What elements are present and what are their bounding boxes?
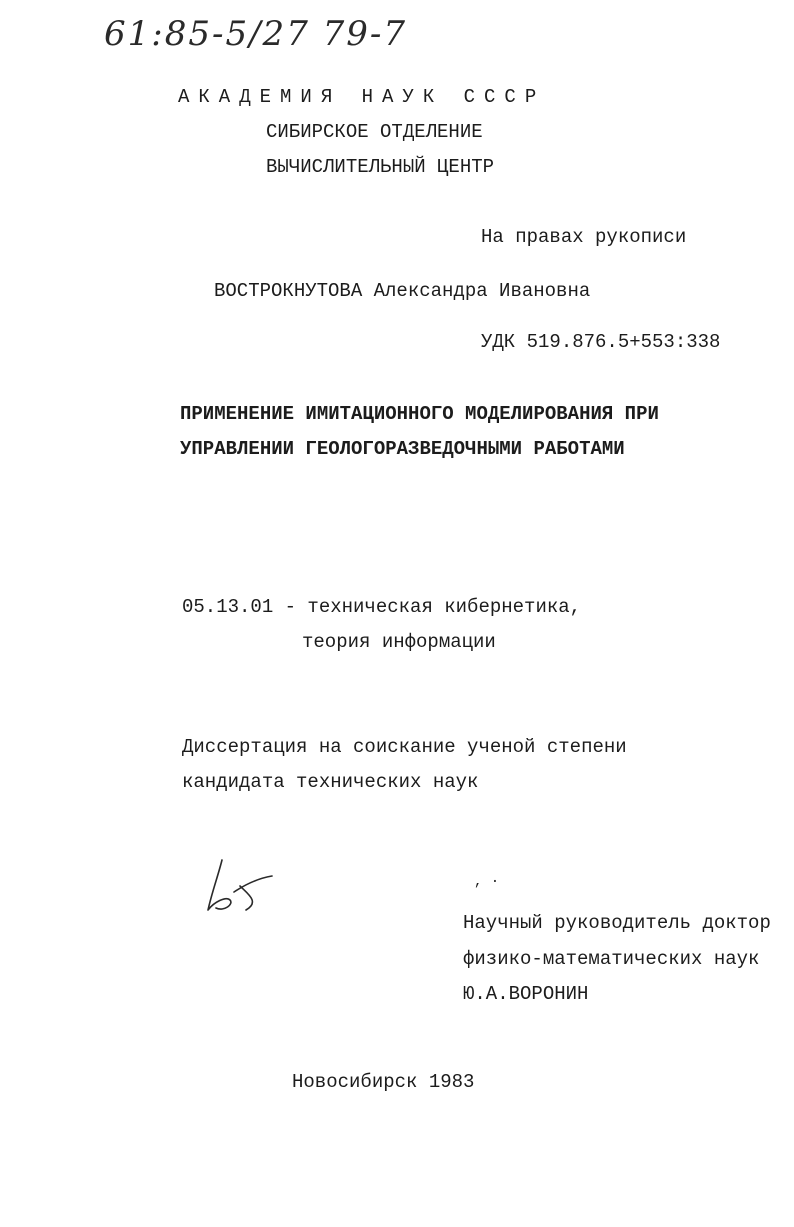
specialty-code-line: 05.13.01 - техническая кибернетика,: [182, 596, 582, 618]
handwritten-archive-code: 61:85-5/27 79-7: [104, 14, 408, 54]
dissertation-degree-line-1: Диссертация на соискание ученой степени: [182, 736, 627, 758]
rights-note: На правах рукописи: [481, 226, 687, 248]
udc-code: УДК 519.876.5+553:338: [481, 331, 721, 353]
signature-mark: [200, 856, 280, 916]
advisor-name: Ю.А.ВОРОНИН: [463, 983, 589, 1005]
stray-marks: , ·: [474, 874, 500, 890]
dissertation-title-line-2: УПРАВЛЕНИИ ГЕОЛОГОРАЗВЕДОЧНЫМИ РАБОТАМИ: [180, 438, 625, 460]
dissertation-degree-line-2: кандидата технических наук: [182, 771, 479, 793]
academy-name: АКАДЕМИЯ НАУК СССР: [178, 86, 546, 108]
city-year: Новосибирск 1983: [292, 1071, 475, 1093]
advisor-line-1: Научный руководитель доктор: [463, 912, 771, 934]
branch-name: СИБИРСКОЕ ОТДЕЛЕНИЕ: [266, 121, 483, 143]
dissertation-title-line-1: ПРИМЕНЕНИЕ ИМИТАЦИОННОГО МОДЕЛИРОВАНИЯ ПРИ: [180, 403, 659, 425]
author-name: ВОСТРОКНУТОВА Александра Ивановна: [214, 280, 591, 302]
specialty-name-line: теория информации: [302, 631, 496, 653]
advisor-line-2: физико-математических наук: [463, 948, 760, 970]
center-name: ВЫЧИСЛИТЕЛЬНЫЙ ЦЕНТР: [266, 156, 495, 178]
